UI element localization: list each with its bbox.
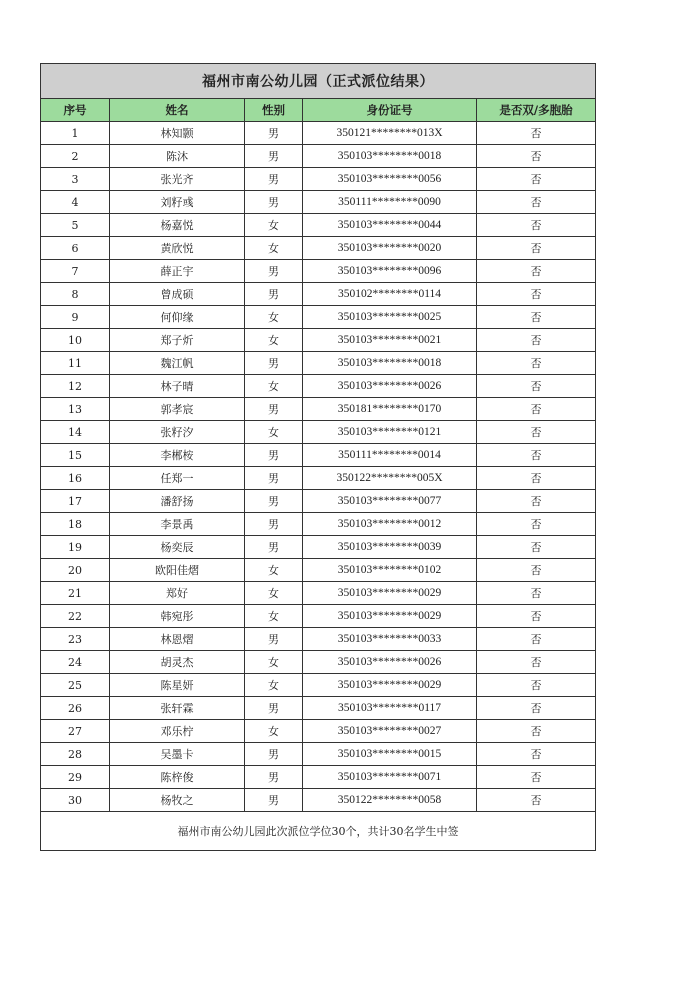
cell-index: 26 bbox=[41, 697, 110, 720]
cell-id-number: 350111********0090 bbox=[303, 191, 477, 214]
cell-id-number: 350122********0058 bbox=[303, 789, 477, 812]
cell-gender: 男 bbox=[245, 490, 303, 513]
cell-name: 欧阳佳熠 bbox=[110, 559, 245, 582]
cell-gender: 男 bbox=[245, 628, 303, 651]
cell-name: 张光齐 bbox=[110, 168, 245, 191]
table-row bbox=[41, 329, 596, 352]
cell-name: 郭孝宸 bbox=[110, 398, 245, 421]
cell-index: 7 bbox=[41, 260, 110, 283]
cell-index: 10 bbox=[41, 329, 110, 352]
cell-index: 20 bbox=[41, 559, 110, 582]
cell-id-number: 350103********0018 bbox=[303, 352, 477, 375]
cell-id-number: 350103********0102 bbox=[303, 559, 477, 582]
cell-twins: 否 bbox=[477, 375, 596, 398]
cell-gender: 女 bbox=[245, 421, 303, 444]
table-row bbox=[41, 421, 596, 444]
cell-id-number: 350103********0029 bbox=[303, 582, 477, 605]
cell-index: 1 bbox=[41, 122, 110, 145]
cell-gender: 男 bbox=[245, 743, 303, 766]
table-row bbox=[41, 398, 596, 421]
title-row bbox=[41, 64, 596, 99]
header-row bbox=[41, 99, 596, 122]
cell-index: 22 bbox=[41, 605, 110, 628]
cell-name: 杨牧之 bbox=[110, 789, 245, 812]
cell-gender: 女 bbox=[245, 651, 303, 674]
cell-gender: 男 bbox=[245, 789, 303, 812]
cell-name: 任郑一 bbox=[110, 467, 245, 490]
table-title: 福州市南公幼儿园（正式派位结果） bbox=[41, 64, 596, 99]
cell-gender: 女 bbox=[245, 720, 303, 743]
table-row bbox=[41, 651, 596, 674]
cell-gender: 男 bbox=[245, 536, 303, 559]
cell-index: 24 bbox=[41, 651, 110, 674]
cell-id-number: 350103********0029 bbox=[303, 605, 477, 628]
cell-index: 30 bbox=[41, 789, 110, 812]
cell-twins: 否 bbox=[477, 421, 596, 444]
cell-id-number: 350103********0026 bbox=[303, 375, 477, 398]
table-row bbox=[41, 168, 596, 191]
cell-gender: 男 bbox=[245, 766, 303, 789]
cell-twins: 否 bbox=[477, 122, 596, 145]
cell-name: 李景禹 bbox=[110, 513, 245, 536]
table-row bbox=[41, 260, 596, 283]
cell-id-number: 350103********0096 bbox=[303, 260, 477, 283]
table-row bbox=[41, 237, 596, 260]
cell-id-number: 350103********0026 bbox=[303, 651, 477, 674]
cell-name: 李郴桉 bbox=[110, 444, 245, 467]
cell-twins: 否 bbox=[477, 490, 596, 513]
cell-id-number: 350103********0012 bbox=[303, 513, 477, 536]
cell-name: 邓乐柠 bbox=[110, 720, 245, 743]
cell-id-number: 350103********0018 bbox=[303, 145, 477, 168]
cell-gender: 男 bbox=[245, 260, 303, 283]
cell-twins: 否 bbox=[477, 513, 596, 536]
cell-name: 潘舒扬 bbox=[110, 490, 245, 513]
cell-index: 2 bbox=[41, 145, 110, 168]
cell-twins: 否 bbox=[477, 145, 596, 168]
cell-twins: 否 bbox=[477, 214, 596, 237]
cell-index: 28 bbox=[41, 743, 110, 766]
cell-index: 5 bbox=[41, 214, 110, 237]
cell-twins: 否 bbox=[477, 651, 596, 674]
cell-name: 郑子炘 bbox=[110, 329, 245, 352]
cell-id-number: 350111********0014 bbox=[303, 444, 477, 467]
cell-twins: 否 bbox=[477, 559, 596, 582]
cell-name: 陈梓俊 bbox=[110, 766, 245, 789]
cell-index: 16 bbox=[41, 467, 110, 490]
cell-twins: 否 bbox=[477, 789, 596, 812]
table-row bbox=[41, 352, 596, 375]
result-table bbox=[40, 63, 596, 851]
cell-id-number: 350103********0056 bbox=[303, 168, 477, 191]
cell-name: 林知颢 bbox=[110, 122, 245, 145]
cell-id-number: 350103********0044 bbox=[303, 214, 477, 237]
cell-twins: 否 bbox=[477, 743, 596, 766]
cell-twins: 否 bbox=[477, 283, 596, 306]
table-row bbox=[41, 444, 596, 467]
table-row bbox=[41, 605, 596, 628]
cell-index: 8 bbox=[41, 283, 110, 306]
cell-index: 12 bbox=[41, 375, 110, 398]
cell-name: 曾成硕 bbox=[110, 283, 245, 306]
cell-index: 9 bbox=[41, 306, 110, 329]
cell-twins: 否 bbox=[477, 444, 596, 467]
table-row bbox=[41, 559, 596, 582]
table-row bbox=[41, 467, 596, 490]
cell-id-number: 350103********0020 bbox=[303, 237, 477, 260]
cell-twins: 否 bbox=[477, 582, 596, 605]
cell-index: 11 bbox=[41, 352, 110, 375]
cell-twins: 否 bbox=[477, 467, 596, 490]
cell-index: 6 bbox=[41, 237, 110, 260]
table-row bbox=[41, 306, 596, 329]
cell-index: 21 bbox=[41, 582, 110, 605]
cell-name: 薛正宇 bbox=[110, 260, 245, 283]
cell-gender: 男 bbox=[245, 145, 303, 168]
cell-id-number: 350102********0114 bbox=[303, 283, 477, 306]
cell-index: 13 bbox=[41, 398, 110, 421]
cell-gender: 女 bbox=[245, 237, 303, 260]
cell-twins: 否 bbox=[477, 329, 596, 352]
cell-gender: 男 bbox=[245, 513, 303, 536]
table-row bbox=[41, 375, 596, 398]
cell-name: 陈沐 bbox=[110, 145, 245, 168]
header-id-number: 身份证号 bbox=[303, 99, 477, 122]
cell-twins: 否 bbox=[477, 306, 596, 329]
cell-name: 杨奕辰 bbox=[110, 536, 245, 559]
cell-name: 郑好 bbox=[110, 582, 245, 605]
cell-id-number: 350181********0170 bbox=[303, 398, 477, 421]
cell-id-number: 350103********0071 bbox=[303, 766, 477, 789]
cell-name: 张籽汐 bbox=[110, 421, 245, 444]
cell-name: 何仰缘 bbox=[110, 306, 245, 329]
cell-twins: 否 bbox=[477, 168, 596, 191]
cell-gender: 男 bbox=[245, 191, 303, 214]
cell-twins: 否 bbox=[477, 628, 596, 651]
header-name: 姓名 bbox=[110, 99, 245, 122]
header-index: 序号 bbox=[41, 99, 110, 122]
cell-id-number: 350103********0117 bbox=[303, 697, 477, 720]
cell-name: 林恩熠 bbox=[110, 628, 245, 651]
cell-twins: 否 bbox=[477, 398, 596, 421]
cell-id-number: 350103********0027 bbox=[303, 720, 477, 743]
cell-twins: 否 bbox=[477, 237, 596, 260]
table-row bbox=[41, 214, 596, 237]
cell-index: 14 bbox=[41, 421, 110, 444]
cell-gender: 男 bbox=[245, 283, 303, 306]
cell-twins: 否 bbox=[477, 674, 596, 697]
cell-index: 25 bbox=[41, 674, 110, 697]
cell-name: 杨嘉悦 bbox=[110, 214, 245, 237]
table-row bbox=[41, 490, 596, 513]
cell-twins: 否 bbox=[477, 766, 596, 789]
cell-id-number: 350103********0021 bbox=[303, 329, 477, 352]
table-row bbox=[41, 766, 596, 789]
cell-name: 黄欣悦 bbox=[110, 237, 245, 260]
cell-id-number: 350103********0029 bbox=[303, 674, 477, 697]
cell-name: 林子晴 bbox=[110, 375, 245, 398]
cell-twins: 否 bbox=[477, 191, 596, 214]
table-row bbox=[41, 674, 596, 697]
table-row bbox=[41, 191, 596, 214]
cell-name: 张轩霖 bbox=[110, 697, 245, 720]
cell-index: 23 bbox=[41, 628, 110, 651]
cell-gender: 男 bbox=[245, 168, 303, 191]
cell-index: 17 bbox=[41, 490, 110, 513]
cell-id-number: 350121********013X bbox=[303, 122, 477, 145]
cell-name: 陈星妍 bbox=[110, 674, 245, 697]
cell-index: 15 bbox=[41, 444, 110, 467]
cell-gender: 女 bbox=[245, 559, 303, 582]
cell-gender: 男 bbox=[245, 398, 303, 421]
cell-id-number: 350103********0077 bbox=[303, 490, 477, 513]
table-row bbox=[41, 536, 596, 559]
cell-index: 3 bbox=[41, 168, 110, 191]
table-row bbox=[41, 789, 596, 812]
cell-name: 韩宛彤 bbox=[110, 605, 245, 628]
cell-id-number: 350103********0025 bbox=[303, 306, 477, 329]
cell-index: 4 bbox=[41, 191, 110, 214]
cell-name: 胡灵杰 bbox=[110, 651, 245, 674]
table-row bbox=[41, 743, 596, 766]
table-row bbox=[41, 122, 596, 145]
cell-gender: 女 bbox=[245, 306, 303, 329]
cell-twins: 否 bbox=[477, 536, 596, 559]
table-row bbox=[41, 582, 596, 605]
cell-index: 29 bbox=[41, 766, 110, 789]
table-row bbox=[41, 720, 596, 743]
header-gender: 性别 bbox=[245, 99, 303, 122]
cell-id-number: 350122********005X bbox=[303, 467, 477, 490]
cell-index: 18 bbox=[41, 513, 110, 536]
cell-index: 27 bbox=[41, 720, 110, 743]
cell-twins: 否 bbox=[477, 260, 596, 283]
table-row bbox=[41, 697, 596, 720]
cell-gender: 女 bbox=[245, 605, 303, 628]
cell-gender: 男 bbox=[245, 122, 303, 145]
header-twins: 是否双/多胞胎 bbox=[477, 99, 596, 122]
footer-row bbox=[41, 812, 596, 851]
cell-name: 吴墨卡 bbox=[110, 743, 245, 766]
cell-gender: 女 bbox=[245, 582, 303, 605]
table-row bbox=[41, 145, 596, 168]
cell-id-number: 350103********0015 bbox=[303, 743, 477, 766]
cell-twins: 否 bbox=[477, 352, 596, 375]
cell-twins: 否 bbox=[477, 720, 596, 743]
cell-gender: 男 bbox=[245, 697, 303, 720]
cell-id-number: 350103********0121 bbox=[303, 421, 477, 444]
cell-id-number: 350103********0033 bbox=[303, 628, 477, 651]
cell-gender: 男 bbox=[245, 444, 303, 467]
cell-index: 19 bbox=[41, 536, 110, 559]
cell-gender: 女 bbox=[245, 214, 303, 237]
footer-note: 福州市南公幼儿园此次派位学位30个，共计30名学生中签 bbox=[41, 812, 596, 851]
cell-name: 刘籽彧 bbox=[110, 191, 245, 214]
table-row bbox=[41, 283, 596, 306]
table-row bbox=[41, 628, 596, 651]
table-row bbox=[41, 513, 596, 536]
cell-gender: 女 bbox=[245, 674, 303, 697]
cell-gender: 女 bbox=[245, 329, 303, 352]
cell-twins: 否 bbox=[477, 605, 596, 628]
cell-twins: 否 bbox=[477, 697, 596, 720]
cell-name: 魏江帆 bbox=[110, 352, 245, 375]
cell-id-number: 350103********0039 bbox=[303, 536, 477, 559]
cell-gender: 男 bbox=[245, 467, 303, 490]
cell-gender: 男 bbox=[245, 352, 303, 375]
cell-gender: 女 bbox=[245, 375, 303, 398]
